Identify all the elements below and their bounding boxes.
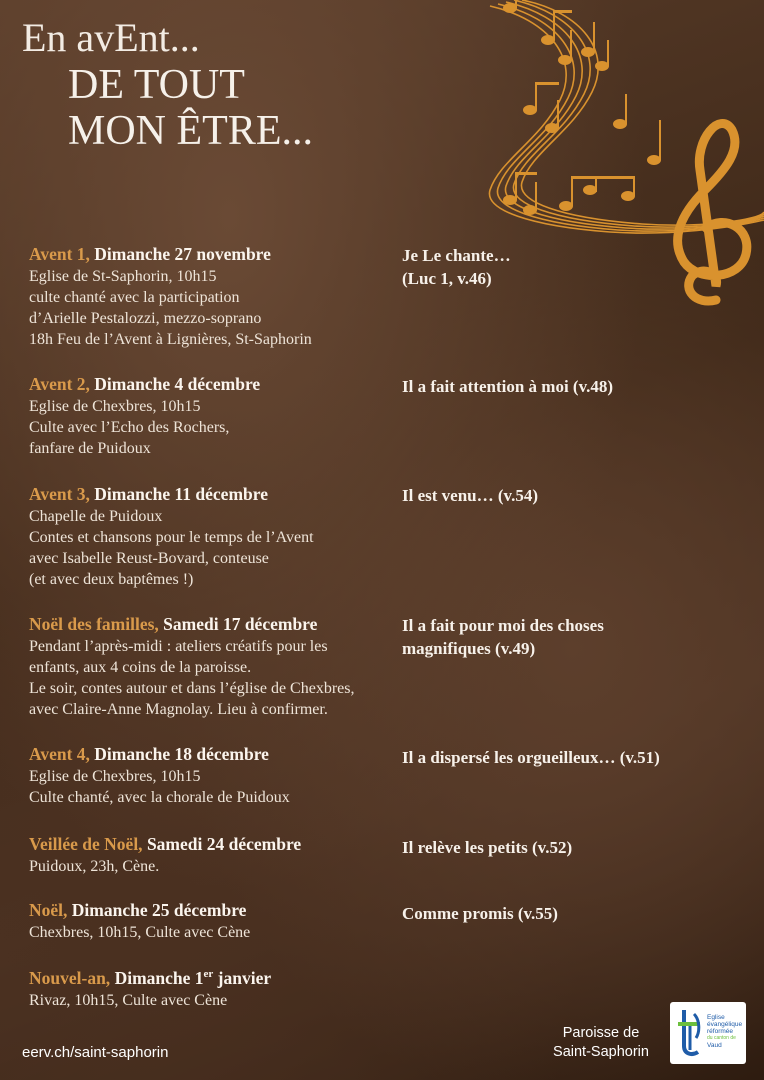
event-name: Nouvel-an, (29, 967, 111, 988)
verse-line: Il a dispersé les orgueilleux… (v.51) (402, 748, 660, 767)
event-date (94, 744, 269, 764)
poster-title (22, 15, 313, 154)
logo-text-line: du canton de (707, 1035, 736, 1041)
event-detail-line: Pendant l’après-midi : ateliers créatifs pour les (29, 638, 328, 655)
event-date-text: Samedi 17 décembre (163, 614, 318, 634)
event-detail-line: (et avec deux baptêmes !) (29, 571, 194, 588)
event-name: Avent 1, (29, 244, 90, 264)
logo-text-line: évangélique (707, 1021, 743, 1028)
event-block (29, 614, 389, 720)
logo-text-line: Vaud (707, 1042, 722, 1049)
event-verse (402, 746, 742, 769)
event-detail-line: enfants, aux 4 coins de la paroisse. (29, 659, 252, 676)
event-date (94, 374, 260, 394)
verse-line: Il a fait attention à moi (v.48) (402, 377, 614, 396)
event-heading (29, 744, 389, 765)
verse-line: Comme promis (v.55) (402, 904, 558, 923)
event-heading (29, 834, 389, 855)
event-heading (29, 374, 389, 395)
event-verse (402, 902, 742, 925)
event-name: Veillée de Noël, (29, 834, 143, 854)
event-heading (29, 484, 389, 505)
event-date (94, 484, 268, 504)
event-date-text: Dimanche 25 décembre (71, 900, 247, 920)
verse-line: (Luc 1, v.46) (402, 269, 492, 288)
event-verse (402, 614, 742, 660)
event-date (163, 614, 317, 634)
event-heading (29, 964, 389, 989)
event-detail-line: Eglise de Chexbres, 10h15 (29, 768, 201, 785)
eerv-logo (670, 1002, 746, 1064)
event-block (29, 900, 389, 943)
event-name: Avent 4, (29, 744, 90, 764)
event-detail-line: Culte avec l’Echo des Rochers, (29, 419, 230, 436)
eerv-logo-text (707, 1014, 742, 1049)
event-verse (402, 375, 742, 398)
event-date-superscript: er (203, 968, 214, 980)
event-detail-line: avec Claire-Anne Magnolay. Lieu à confirmer. (29, 701, 328, 718)
verse-line: magnifiques (v.49) (402, 639, 536, 658)
event-heading (29, 900, 389, 921)
event-detail-line: Le soir, contes autour et dans l’église de Chexbres, (29, 680, 355, 697)
parish-line-2: Saint-Saphorin (553, 1044, 649, 1060)
event-block (29, 744, 389, 808)
event-name: Noël des familles, (29, 614, 159, 634)
event-date (72, 900, 247, 920)
verse-line: Il a fait pour moi des choses (402, 616, 604, 635)
event-detail-line: Chapelle de Puidoux (29, 508, 163, 525)
event-date (94, 244, 271, 264)
event-date-text: Dimanche 1 (114, 967, 204, 988)
verse-line: Je Le chante… (402, 246, 511, 265)
event-verse (402, 244, 742, 290)
event-name: Noël, (29, 900, 68, 920)
event-heading (29, 614, 389, 635)
title-line-1: En avEnt... (22, 15, 200, 60)
event-detail-line: Puidoux, 23h, Cène. (29, 858, 160, 875)
event-detail-line: avec Isabelle Reust-Bovard, conteuse (29, 550, 269, 567)
event-date-text: Dimanche 4 décembre (94, 374, 261, 394)
verse-line: Il est venu… (v.54) (402, 486, 538, 505)
event-verse (402, 484, 742, 507)
event-detail-line: fanfare de Puidoux (29, 440, 151, 457)
parish-name (540, 1024, 662, 1062)
event-detail-line: Chexbres, 10h15, Culte avec Cène (29, 924, 251, 941)
event-detail-line: 18h Feu de l’Avent à Lignières, St-Saphorin (29, 331, 312, 348)
event-block (29, 834, 389, 877)
logo-text-line: Eglise (707, 1014, 725, 1021)
event-detail-line: Eglise de St-Saphorin, 10h15 (29, 268, 217, 285)
website-url[interactable]: eerv.ch/saint-saphorin (22, 1044, 169, 1061)
verse-line: Il relève les petits (v.52) (402, 838, 573, 857)
event-block (29, 244, 389, 350)
event-verse (402, 836, 742, 859)
title-line-3: MON ÊTRE... (68, 108, 313, 154)
event-detail-line: Eglise de Chexbres, 10h15 (29, 398, 201, 415)
event-block (29, 374, 389, 459)
event-name: Avent 2, (29, 374, 90, 394)
event-date (147, 834, 301, 854)
parish-line-1: Paroisse de (562, 1025, 640, 1041)
event-date-text: Dimanche 27 novembre (94, 244, 271, 264)
event-block (29, 484, 389, 590)
event-detail-line: Culte chanté, avec la chorale de Puidoux (29, 789, 290, 806)
event-name: Avent 3, (29, 484, 90, 504)
event-date-text: Dimanche 18 décembre (94, 744, 269, 764)
event-detail-line: Rivaz, 10h15, Culte avec Cène (29, 991, 228, 1009)
event-date-text: Samedi 24 décembre (146, 834, 302, 854)
event-date-text: Dimanche 11 décembre (94, 484, 268, 504)
event-detail-line: Contes et chansons pour le temps de l’Avent (29, 529, 314, 546)
event-date-end: janvier (213, 967, 272, 988)
event-detail-line: d’Arielle Pestalozzi, mezzo-soprano (29, 310, 262, 327)
event-block (29, 964, 389, 1011)
title-line-2: DE TOUT (68, 62, 245, 108)
logo-text-line: réformée (707, 1028, 734, 1035)
event-detail-line: culte chanté avec la participation (29, 289, 240, 306)
event-heading (29, 244, 389, 265)
event-date (115, 968, 272, 988)
